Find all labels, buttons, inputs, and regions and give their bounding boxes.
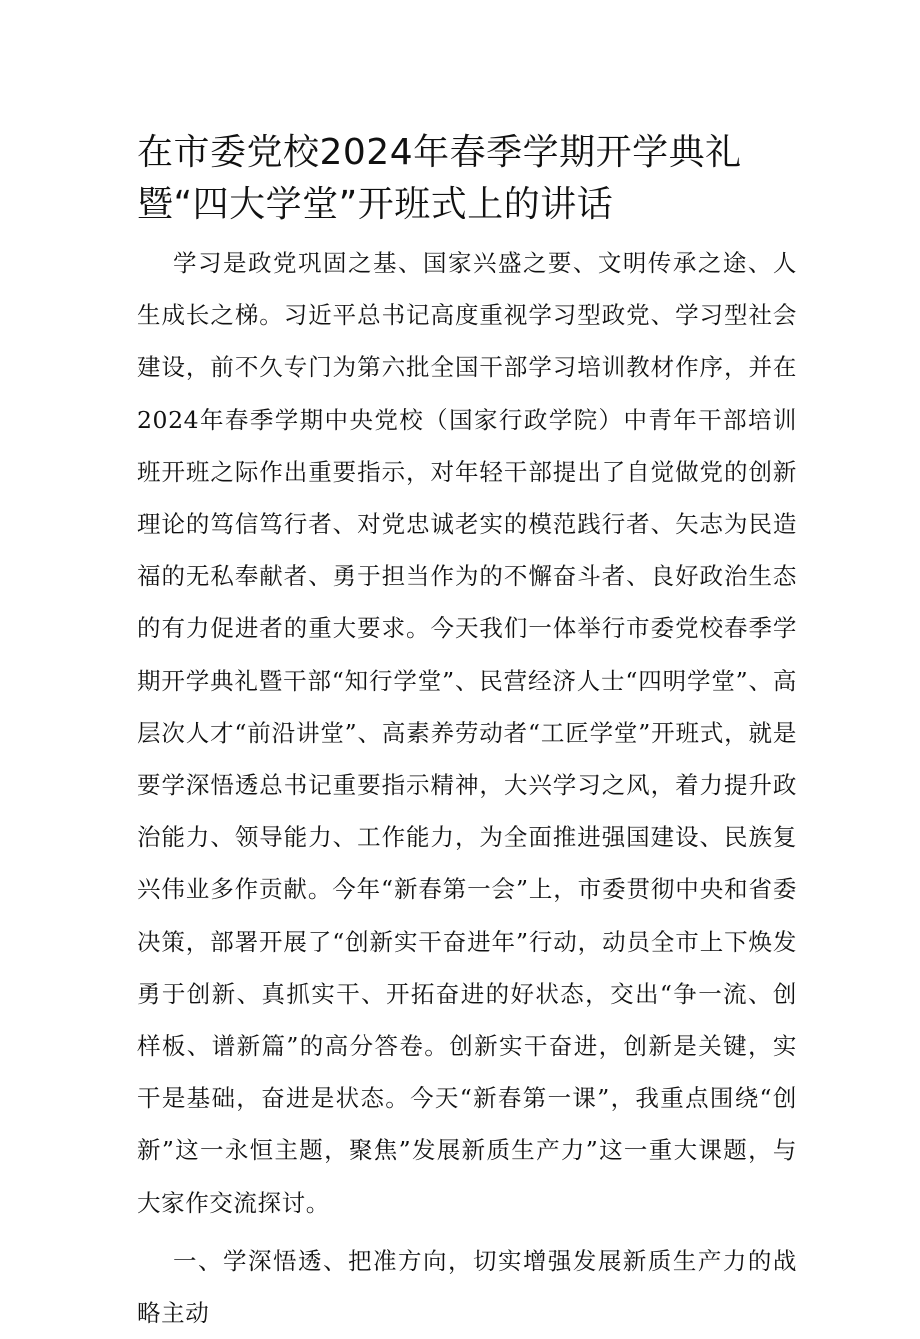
document-title: 在市委党校2024年春季学期开学典礼暨“四大学堂”开班式上的讲话	[137, 132, 742, 225]
section-heading: 一、学深悟透、把准方向，切实增强发展新质生产力的战略主动	[137, 1246, 797, 1328]
body-paragraph: 学习是政党巩固之基、国家兴盛之要、文明传承之途、人生成长之梯。习近平总书记高度重视学习型政党、学习型社会建设，前不久专门为第六批全国干部学习培训教材作序，并在2024年春季学期中央党校（国家行政学院）中青年干部培训班开班之际作出重要指示，对年轻干部提出了自觉做党的创新理论的笃信笃行者、对党忠诚老实的模范践行者、矢志为民造福的无私奉献者、勇于担当作为的不懈奋斗者、良好政治生态的有力促进者的重大要求。今天我们一体举行市委党校春季学期开学典礼暨干部“知行学堂”、民营经济人士“四明学堂”、高层次人才“前沿讲堂”、高素养劳动者“工匠学堂”开班式，就是要学深悟透总书记重要指示精神，大兴学习之风，着力提升政治能力、领导能力、工作能力，为全面推进强国建设、民族复兴伟业多作贡献。今年“新春第一会”上，市委贯彻中央和省委决策，部署开展了“创新实干奋进年”行动，动员全市上下焕发勇于创新、真抓实干、开拓奋进的好状态，交出“争一流、创样板、谱新篇”的高分答卷。创新实干奋进，创新是关键，实干是基础，奋进是状态。今天“新春第一课”，我重点围绕“创新”这一永恒主题，聚焦”发展新质生产力”这一重大课题，与大家作交流探讨。	[137, 249, 797, 1217]
document-body	[137, 237, 797, 1339]
